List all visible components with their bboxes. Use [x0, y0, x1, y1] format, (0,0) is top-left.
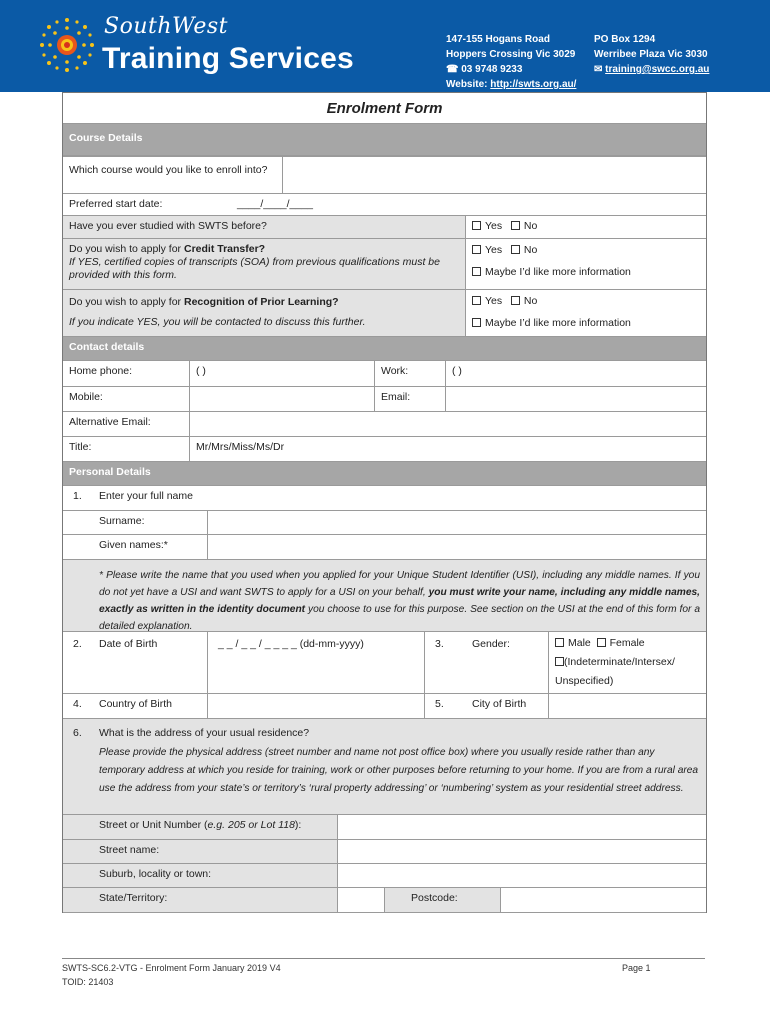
course-row: [63, 156, 706, 194]
section-title: Personal Details: [69, 466, 151, 478]
studied-no-checkbox[interactable]: [511, 221, 520, 230]
phone-row: [63, 361, 706, 387]
address-note: Please provide the physical address (street number and name not post office box) where you usually reside rather than any temporary address at which you reside for training, work or other purposes before returning to your home. If you are from a rural area use the address from your state’s or territory’s ‘rural property addressing’ or ‘numbering’ system as your residential street address.: [99, 747, 699, 794]
item-number: 3.: [424, 632, 460, 693]
given-names-input[interactable]: [207, 535, 706, 559]
letterhead: [0, 0, 770, 92]
male-checkbox[interactable]: [555, 638, 564, 647]
po-block: [594, 32, 709, 77]
course-question: Which course would you like to enroll into?: [69, 164, 268, 176]
country-input[interactable]: [207, 694, 424, 718]
street-number-label: [93, 815, 337, 839]
yes-label: Yes: [485, 244, 503, 256]
city-input[interactable]: [548, 694, 706, 718]
sun-logo-icon: [36, 14, 98, 76]
section-course-details: [63, 124, 706, 156]
postcode-input[interactable]: [500, 888, 706, 912]
alt-email-row: [63, 412, 706, 437]
male-label: Male: [568, 637, 591, 649]
credit-note: If YES, certified copies of transcripts (SOA) from previous qualifications must be provided with this form.: [69, 256, 440, 281]
work-input[interactable]: ( ): [445, 361, 706, 386]
rpl-row: [63, 290, 706, 337]
usi-note-row: [63, 560, 706, 632]
surname-row: [63, 511, 706, 535]
state-label: State/Territory:: [99, 892, 168, 904]
credit-question: [63, 239, 465, 289]
rpl-note: If you indicate YES, you will be contacted to discuss this further.: [69, 316, 366, 328]
po-line-1: PO Box 1294: [594, 34, 656, 45]
section-title: Contact details: [69, 341, 145, 353]
yes-label: Yes: [485, 220, 503, 232]
website-line: [446, 77, 576, 92]
residence-question: [93, 719, 706, 814]
start-date-label: Preferred start date:: [69, 198, 163, 210]
form-title: Enrolment Form: [326, 100, 443, 117]
suburb-label: Suburb, locality or town:: [99, 868, 212, 880]
section-personal-details: [63, 462, 706, 486]
home-phone-input[interactable]: ( ): [189, 361, 374, 386]
yes-label: Yes: [485, 295, 503, 307]
female-label: Female: [609, 637, 645, 649]
suburb-row: [63, 864, 706, 888]
street-name-row: [63, 840, 706, 864]
country-label: Country of Birth: [99, 698, 172, 710]
street-number-text: Street or Unit Number (: [99, 819, 208, 831]
title-label: Title:: [69, 441, 92, 453]
street-number-example: e.g. 205 or Lot 118: [207, 819, 295, 831]
female-checkbox[interactable]: [597, 638, 606, 647]
usi-note: [93, 560, 706, 631]
logo-script-text: SouthWest: [104, 14, 228, 39]
item-number: 5.: [424, 694, 460, 718]
postcode-label: Postcode:: [384, 888, 500, 912]
item-number: 2.: [73, 638, 82, 650]
credit-maybe-checkbox[interactable]: [472, 267, 481, 276]
rpl-maybe-checkbox[interactable]: [472, 318, 481, 327]
usi-note-text: * Please write the name that you used when you applied for your Unique Student Identifier (USI), including any middle names. If you do not yet have a USI and want SWTS to apply for a USI on your behalf,: [99, 570, 700, 598]
rpl-bold: Recognition of Prior Learning?: [183, 296, 339, 308]
street-number-end: ):: [294, 819, 302, 831]
credit-transfer-row: [63, 239, 706, 290]
alt-email-label: Alternative Email:: [69, 416, 151, 428]
website-link[interactable]: http://swts.org.au/: [490, 79, 577, 90]
given-names-label: Given names:*: [99, 539, 168, 551]
email-link[interactable]: training@swcc.org.au: [605, 64, 710, 75]
city-label: City of Birth: [472, 698, 527, 710]
mobile-label: Mobile:: [69, 391, 103, 403]
gender-options: [548, 632, 706, 693]
indeterminate-checkbox[interactable]: [555, 657, 564, 666]
mobile-input[interactable]: [189, 387, 374, 411]
work-label: Work:: [374, 361, 445, 386]
no-label: No: [523, 220, 538, 232]
item-number: 6.: [73, 727, 82, 739]
section-contact-details: [63, 337, 706, 361]
maybe-label: Maybe I’d like more information: [485, 317, 631, 329]
email-line: [594, 62, 709, 77]
full-name-row: [63, 486, 706, 511]
rpl-text: Do you wish to apply for: [69, 296, 184, 308]
email-label: Email:: [374, 387, 445, 411]
studied-question: Have you ever studied with SWTS before?: [69, 220, 267, 232]
indeterminate-label: (Indeterminate/Intersex/ Unspecified): [555, 656, 675, 687]
dob-input[interactable]: _ _ / _ _ / _ _ _ _ (dd-mm-yyyy): [207, 632, 424, 693]
page-number: Page 1: [622, 963, 651, 973]
state-input[interactable]: [337, 888, 384, 912]
page-footer: [62, 958, 705, 987]
phone-line: [446, 62, 576, 77]
dob-label: Date of Birth: [99, 638, 158, 650]
street-number-row: [63, 815, 706, 840]
rpl-options: [465, 290, 706, 336]
credit-bold: Credit Transfer?: [183, 243, 266, 255]
rpl-yes-checkbox[interactable]: [472, 296, 481, 305]
residence-question-row: [63, 719, 706, 815]
credit-options: [465, 239, 706, 289]
birthplace-row: [63, 694, 706, 719]
studied-yes-checkbox[interactable]: [472, 221, 481, 230]
usi-note-bold: you must write your name, including any middle names, exactly as written in the identity document: [99, 587, 700, 615]
course-input[interactable]: [282, 157, 706, 193]
no-label: No: [523, 295, 538, 307]
start-date-row: [63, 194, 706, 216]
address-line-1: 147-155 Hogans Road: [446, 34, 550, 45]
rpl-question: [63, 290, 465, 336]
full-name-label: Enter your full name: [99, 490, 193, 502]
toid: TOID: 21403: [62, 977, 114, 987]
studied-options: [465, 216, 706, 238]
logo-title: Training Services: [102, 42, 354, 75]
home-phone-label: Home phone:: [69, 365, 133, 377]
street-number-input[interactable]: [337, 815, 706, 839]
mobile-row: [63, 387, 706, 412]
street-name-input[interactable]: [337, 840, 706, 863]
credit-yes-checkbox[interactable]: [472, 245, 481, 254]
no-label: No: [523, 244, 538, 256]
address-block: [446, 32, 576, 92]
phone-icon: ☎: [446, 64, 459, 75]
email-input[interactable]: [445, 387, 706, 411]
suburb-input[interactable]: [337, 864, 706, 887]
title-row: [63, 437, 706, 462]
studied-row: [63, 216, 706, 239]
form-title-row: [63, 92, 706, 124]
enrolment-form: [62, 92, 707, 913]
dob-gender-row: [63, 632, 706, 694]
envelope-icon: ✉: [594, 64, 603, 75]
address-line-2: Hoppers Crossing Vic 3029: [446, 49, 576, 60]
item-number: 1.: [73, 490, 82, 502]
phone-number: 03 9748 9233: [461, 64, 523, 75]
document-code: SWTS-SC6.2-VTG - Enrolment Form January 2019 V4: [62, 963, 281, 973]
credit-no-checkbox[interactable]: [511, 245, 520, 254]
section-title: Course Details: [69, 132, 143, 144]
item-number: 4.: [73, 698, 82, 710]
credit-text: Do you wish to apply for: [69, 243, 184, 255]
gender-label: Gender:: [472, 638, 510, 650]
usi-note-end: you choose to use for this purpose. See section on the USI at the end of this form for a detailed explanation.: [99, 604, 700, 632]
start-date-input[interactable]: ____/____/____: [237, 198, 313, 210]
po-line-2: Werribee Plaza Vic 3030: [594, 49, 708, 60]
given-names-row: [63, 535, 706, 560]
maybe-label: Maybe I’d like more information: [485, 266, 631, 278]
address-question: What is the address of your usual residence?: [99, 727, 310, 739]
rpl-no-checkbox[interactable]: [511, 296, 520, 305]
alt-email-input[interactable]: [189, 412, 706, 436]
website-label: Website:: [446, 79, 488, 90]
street-name-label: Street name:: [99, 844, 160, 856]
surname-input[interactable]: [207, 511, 706, 534]
surname-label: Surname:: [99, 515, 145, 527]
state-postcode-row: [63, 888, 706, 913]
title-options[interactable]: Mr/Mrs/Miss/Ms/Dr: [189, 437, 706, 461]
